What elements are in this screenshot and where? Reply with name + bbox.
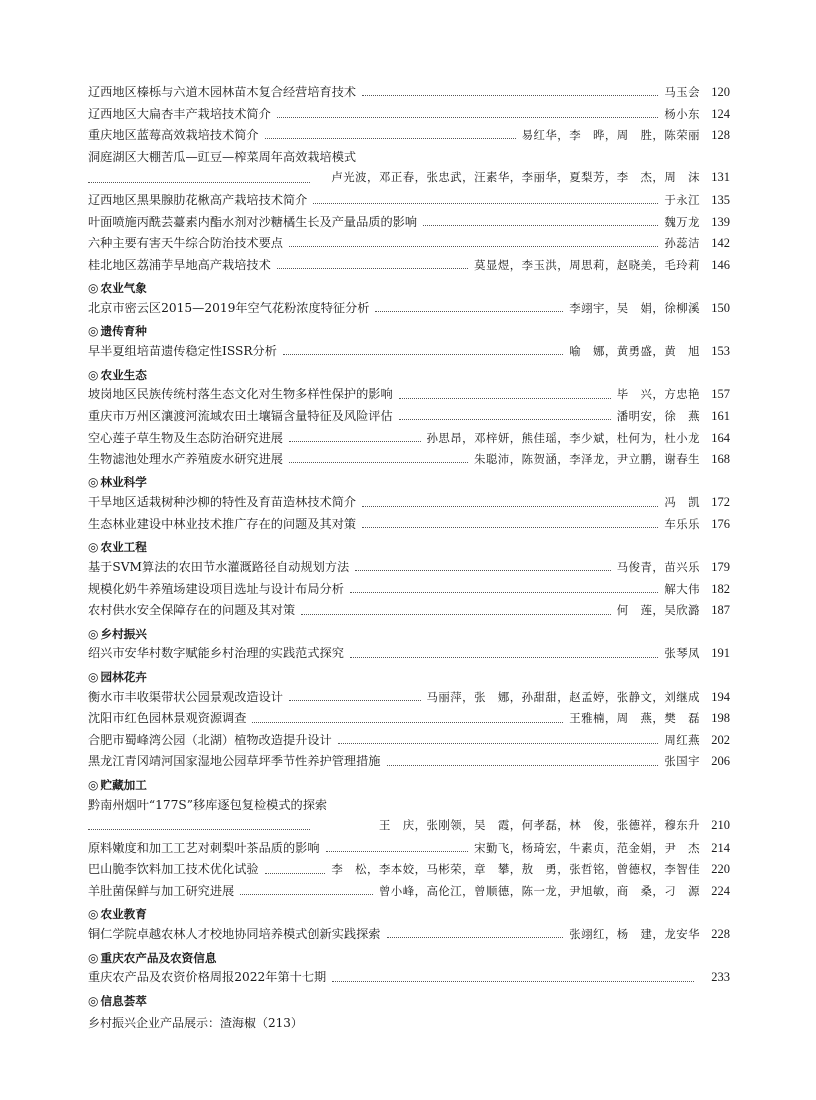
page-number[interactable]: 233 [711, 970, 730, 985]
toc-entry[interactable] [88, 558, 730, 580]
article-title[interactable]: 辽西地区黑果腺肋花楸高产栽培技术简介 [88, 192, 308, 207]
section-title: 农业教育 [100, 907, 147, 922]
toc-entry[interactable] [88, 191, 730, 213]
section-mark: ◎ [88, 669, 99, 684]
article-title[interactable]: 生态林业建设中林业技术推广存在的问题及其对策 [88, 516, 357, 531]
article-title[interactable]: 桂北地区荔浦芋旱地高产栽培技术 [88, 257, 271, 272]
section-heading [88, 904, 730, 926]
article-authors: 易红华，李 晔，周 胜，陈荣丽 [521, 128, 700, 143]
toc-entry[interactable] [88, 882, 730, 904]
toc-entry[interactable] [88, 688, 730, 710]
toc-entry-title[interactable] [88, 796, 730, 818]
page-number[interactable]: 182 [711, 581, 730, 596]
page-number[interactable]: 187 [711, 603, 730, 618]
page-number[interactable]: 150 [711, 300, 730, 315]
section-title: 重庆农产品及农资信息 [100, 950, 217, 965]
section-heading [88, 990, 730, 1012]
section-title: 遗传育种 [100, 324, 147, 339]
article-authors: 魏万龙 [664, 214, 700, 229]
toc-entry[interactable] [88, 493, 730, 515]
leader-dots [283, 354, 563, 355]
section-mark: ◎ [88, 367, 99, 382]
page-number[interactable]: 179 [711, 560, 730, 575]
page-number[interactable]: 139 [711, 214, 730, 229]
leader-dots [88, 182, 310, 183]
page-number[interactable]: 220 [711, 862, 730, 877]
leader-dots [326, 851, 469, 852]
leader-dots [375, 311, 563, 312]
section-heading [88, 947, 730, 969]
article-authors: 宋勤飞，杨琦宏，牛素贞，范金娟，尹 杰 [474, 840, 700, 855]
article-authors: 喻 娜，黄勇盛，黄 旭 [569, 344, 700, 359]
page-number[interactable]: 172 [711, 495, 730, 510]
article-title[interactable]: 沈阳市红色园林景观资源调查 [88, 711, 247, 726]
page-number[interactable]: 135 [711, 192, 730, 207]
page-number[interactable]: 214 [711, 840, 730, 855]
section-heading [88, 623, 730, 645]
section-title: 贮藏加工 [100, 777, 147, 792]
toc-entry[interactable] [88, 342, 730, 364]
section-mark: ◎ [88, 324, 99, 339]
section-mark: ◎ [88, 907, 99, 922]
toc-entry[interactable] [88, 601, 730, 623]
article-authors: 曾小峰，高伦江，曾顺德，陈一龙，尹旭敏，商 桑，刁 源 [378, 883, 700, 898]
article-authors: 何 莲，吴欣潞 [616, 603, 700, 618]
toc-entry[interactable] [88, 709, 730, 731]
toc-entry[interactable] [88, 83, 730, 105]
section-mark: ◎ [88, 540, 99, 555]
article-title[interactable]: 黔南州烟叶“177S”移库逐包复检模式的探索 [88, 797, 328, 812]
toc-entry[interactable] [88, 731, 730, 753]
article-authors: 李翊宇，吴 娟，徐柳溪 [569, 300, 700, 315]
leader-dots [277, 117, 659, 118]
page-number[interactable]: 191 [711, 646, 730, 661]
toc-entry-continuation[interactable] [88, 817, 730, 839]
leader-dots [289, 462, 468, 463]
leader-dots [350, 657, 658, 658]
leader-dots [350, 592, 658, 593]
section-heading [88, 277, 730, 299]
article-authors: 于永江 [664, 192, 700, 207]
page-number[interactable]: 168 [711, 452, 730, 467]
section-heading [88, 536, 730, 558]
article-title[interactable]: 重庆地区蓝莓高效栽培技术简介 [88, 128, 259, 143]
page-number[interactable]: 124 [711, 106, 730, 121]
article-authors: 莫显煜，李玉洪，周思莉，赵晓美，毛玲莉 [474, 257, 700, 272]
toc-entry[interactable] [88, 968, 730, 990]
article-authors: 张国宇 [664, 754, 700, 769]
article-authors: 张翊红，杨 建，龙安华 [569, 927, 700, 942]
section-heading [88, 774, 730, 796]
leader-dots [289, 246, 658, 247]
article-authors: 马玉会 [664, 85, 700, 99]
section-title: 信息荟萃 [100, 993, 147, 1008]
page-number[interactable]: 142 [711, 236, 730, 251]
leader-dots [332, 981, 694, 982]
toc-entry[interactable] [88, 213, 730, 235]
section-mark: ◎ [88, 993, 99, 1008]
section-heading [88, 472, 730, 494]
article-authors: 马丽萍，张 娜，孙甜甜，赵孟婷，张静文，刘继成 [426, 689, 700, 704]
leader-dots [240, 894, 373, 895]
toc-entry[interactable] [88, 752, 730, 774]
article-authors: 孙蕊洁 [664, 236, 700, 251]
page-number[interactable]: 161 [711, 408, 730, 423]
page-number[interactable]: 146 [711, 257, 730, 272]
page-number[interactable]: 224 [711, 883, 730, 898]
article-authors: 潘明安，徐 燕 [616, 408, 700, 423]
toc-entry[interactable] [88, 126, 730, 148]
page-number[interactable]: 131 [711, 170, 730, 185]
page-number[interactable]: 202 [711, 732, 730, 747]
leader-dots [355, 570, 611, 571]
toc-entry[interactable] [88, 644, 730, 666]
leader-dots [399, 398, 611, 399]
table-of-contents [88, 83, 730, 1033]
article-title[interactable]: 衡水市丰收渠带状公园景观改造设计 [88, 689, 283, 704]
leader-dots [277, 268, 468, 269]
article-title[interactable]: 洞庭湖区大棚苦瓜—豇豆—榨菜周年高效栽培模式 [88, 149, 357, 164]
leader-dots [338, 743, 659, 744]
section-title: 农业生态 [100, 367, 147, 382]
leader-dots [289, 700, 421, 701]
article-authors: 王 庆，张刚领，吴 霞，何孝磊，林 俊，张德祥，穆东升 [378, 818, 700, 833]
section-mark: ◎ [88, 281, 99, 296]
page-number[interactable]: 194 [711, 689, 730, 704]
article-title[interactable]: 干旱地区适栽树种沙柳的特性及育苗造林技术简介 [88, 495, 357, 510]
section-title: 农业工程 [100, 540, 147, 555]
page-number[interactable]: 128 [711, 128, 730, 143]
leader-dots [387, 937, 564, 938]
section-heading [88, 321, 730, 343]
article-authors: 毕 兴，方忠艳 [616, 387, 700, 402]
article-authors: 马俊青，苗兴乐 [616, 560, 700, 575]
toc-entry[interactable] [88, 105, 730, 127]
leader-dots [301, 614, 611, 615]
article-title[interactable]: 早半夏组培苗遗传稳定性ISSR分析 [88, 344, 277, 359]
article-title[interactable]: 原料嫩度和加工工艺对刺梨叶茶品质的影响 [88, 840, 320, 855]
page-number[interactable]: 164 [711, 430, 730, 445]
leader-dots [387, 765, 659, 766]
page-number[interactable]: 157 [711, 387, 730, 402]
article-title[interactable]: 巴山脆李饮料加工技术优化试验 [88, 862, 259, 877]
leader-dots [362, 527, 658, 528]
leader-dots [362, 506, 658, 507]
leader-dots [88, 829, 310, 830]
toc-entry[interactable] [88, 515, 730, 537]
leader-dots [313, 203, 658, 204]
article-title[interactable]: 基于SVM算法的农田节水灌溉路径自动规划方法 [88, 560, 350, 575]
article-title[interactable]: 生物滤池处理水产养殖废水研究进展 [88, 452, 283, 467]
article-authors: 车乐乐 [664, 516, 700, 531]
article-title[interactable]: 羊肚菌保鲜与加工研究进展 [88, 883, 235, 898]
toc-entry[interactable] [88, 299, 730, 321]
article-title[interactable]: 重庆农产品及农资价格周报2022年第十七期 [88, 970, 327, 985]
article-title[interactable]: 黑龙江青冈靖河国家湿地公园草坪季节性养护管理措施 [88, 754, 381, 769]
toc-entry[interactable] [88, 839, 730, 861]
article-title[interactable]: 农村供水安全保障存在的问题及其对策 [88, 603, 296, 618]
section-mark: ◎ [88, 950, 99, 965]
page-number[interactable]: 198 [711, 711, 730, 726]
article-title[interactable]: 重庆市万州区瀼渡河流域农田土壤镉含量特征及风险评估 [88, 408, 393, 423]
article-authors: 李 松，李本姣，马彬荣，章 攀，敖 勇，张哲铭，曾德权，李智佳 [331, 862, 700, 877]
article-title[interactable]: 绍兴市安华村数字赋能乡村治理的实践范式探究 [88, 646, 344, 661]
section-heading [88, 666, 730, 688]
toc-entry[interactable] [88, 925, 730, 947]
section-title: 林业科学 [100, 475, 147, 490]
leader-dots [399, 419, 611, 420]
article-title[interactable]: 六种主要有害天牛综合防治技术要点 [88, 236, 283, 251]
toc-entry[interactable] [88, 385, 730, 407]
article-title[interactable]: 规模化奶牛养殖场建设项目选址与设计布局分析 [88, 581, 344, 596]
article-title[interactable]: 辽西地区榛栎与六道木园林苗木复合经营培育技术 [88, 85, 357, 99]
leader-dots [289, 441, 421, 442]
page-number[interactable]: 206 [711, 754, 730, 769]
article-authors: 冯 凯 [664, 495, 700, 510]
leader-dots [265, 873, 326, 874]
article-title[interactable]: 北京市密云区2015—2019年空气花粉浓度特征分析 [88, 300, 370, 315]
article-authors: 周红燕 [664, 732, 700, 747]
toc-entry[interactable] [88, 234, 730, 256]
leader-dots [252, 722, 563, 723]
toc-entry[interactable] [88, 580, 730, 602]
section-mark: ◎ [88, 777, 99, 792]
section-title: 乡村振兴 [100, 626, 147, 641]
page-number[interactable]: 120 [711, 85, 730, 99]
article-title[interactable]: 铜仁学院卓越农林人才校地协同培养模式创新实践探索 [88, 927, 381, 942]
article-authors: 张琴凤 [664, 646, 700, 661]
toc-entry[interactable] [88, 256, 730, 278]
page-number[interactable]: 228 [711, 927, 730, 942]
page-number[interactable]: 153 [711, 344, 730, 359]
article-authors: 朱聪沛，陈贺涵，李泽龙，尹立鹏，谢春生 [474, 452, 700, 467]
article-title[interactable]: 坡岗地区民族传统村落生态文化对生物多样性保护的影响 [88, 387, 393, 402]
article-authors: 解大伟 [664, 581, 700, 596]
leader-dots [265, 138, 516, 139]
section-title: 农业气象 [100, 281, 147, 296]
page-number[interactable]: 210 [711, 818, 730, 833]
article-authors: 孙思昂，邓梓妍，熊佳瑶，李少斌，杜何为，杜小龙 [426, 430, 700, 445]
article-title[interactable]: 合肥市蜀峰湾公园（北湖）植物改造提升设计 [88, 732, 332, 747]
article-title[interactable]: 叶面喷施丙酰芸薹素内酯水剂对沙糖橘生长及产量品质的影响 [88, 214, 418, 229]
article-authors: 杨小东 [664, 106, 700, 121]
toc-entry[interactable] [88, 450, 730, 472]
article-title[interactable]: 辽西地区大扁杏丰产栽培技术简介 [88, 106, 271, 121]
article-authors: 卢光波，邓正春，张忠武，汪素华，李丽华，夏梨芳，李 杰，周 沫 [331, 170, 700, 185]
section-mark: ◎ [88, 626, 99, 641]
section-mark: ◎ [88, 475, 99, 490]
toc-entry[interactable] [88, 860, 730, 882]
section-title: 园林花卉 [100, 669, 147, 684]
leader-dots [423, 225, 658, 226]
info-note: 乡村振兴企业产品展示：渣海椒（213） [88, 1015, 303, 1030]
toc-entry-continuation[interactable] [88, 169, 730, 191]
article-authors: 王雅楠，周 燕，樊 磊 [569, 711, 700, 726]
page-number[interactable]: 176 [711, 516, 730, 531]
section-heading [88, 364, 730, 386]
leader-dots [362, 95, 658, 96]
article-title[interactable]: 空心莲子草生物及生态防治研究进展 [88, 430, 283, 445]
toc-entry-title[interactable] [88, 148, 730, 170]
toc-entry[interactable] [88, 407, 730, 429]
toc-entry[interactable] [88, 429, 730, 451]
